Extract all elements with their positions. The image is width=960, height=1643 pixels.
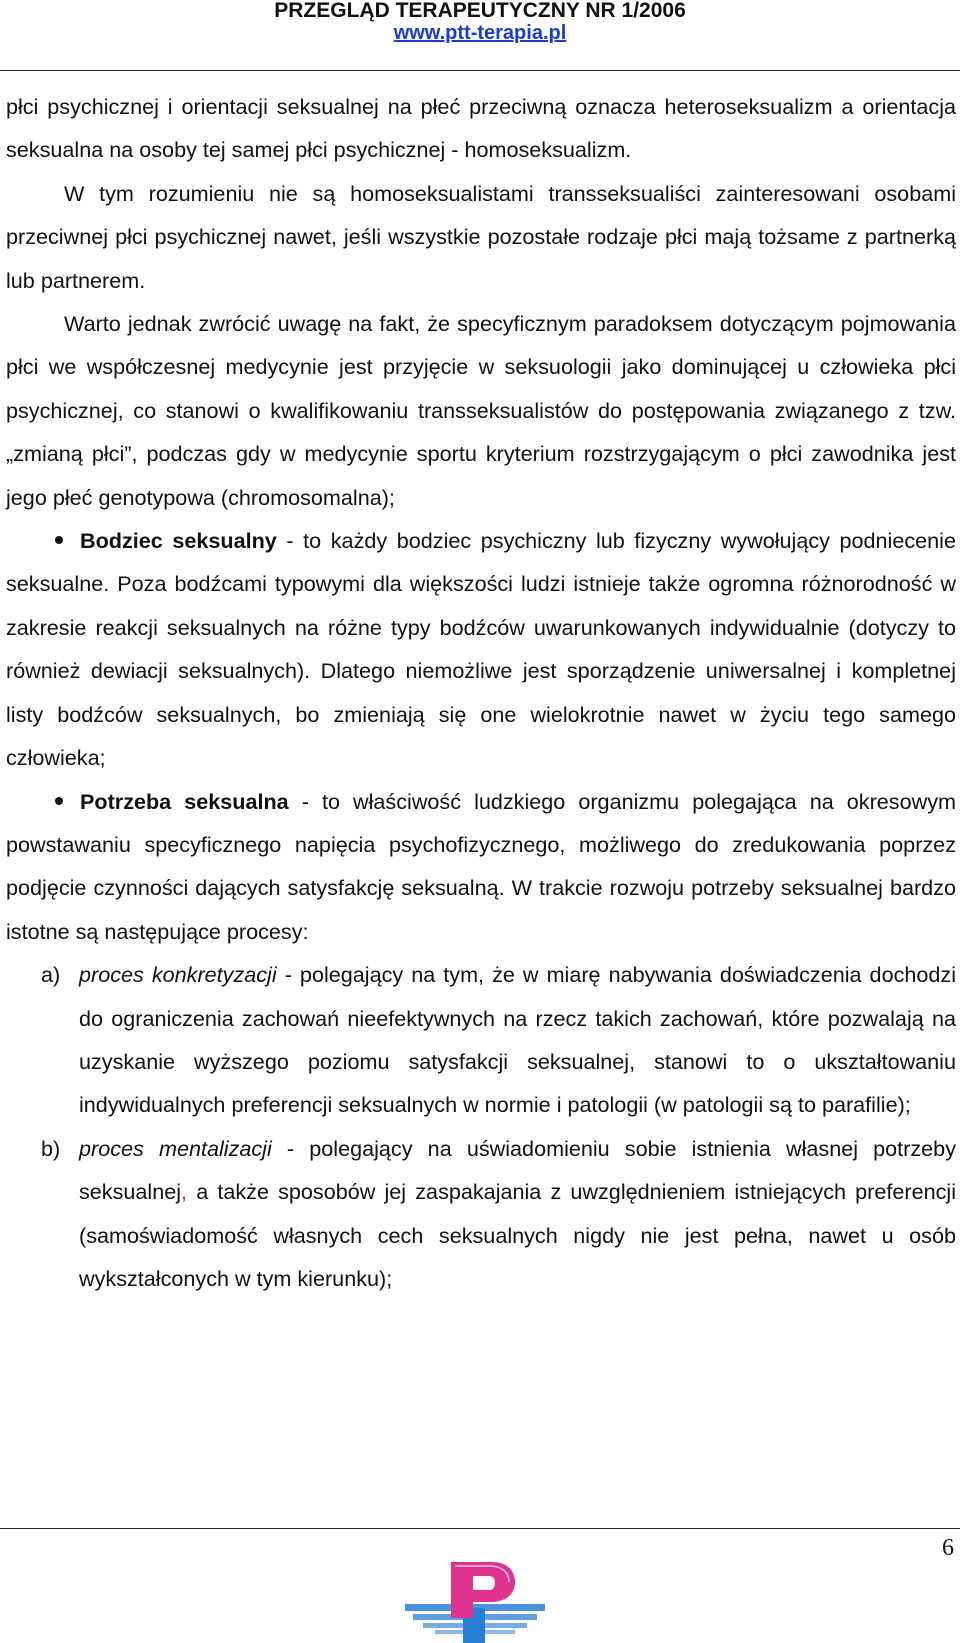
ptt-logo-icon <box>405 1560 545 1643</box>
list-term: proces konkretyzacji <box>79 962 277 988</box>
paragraph: Warto jednak zwrócić uwagę na fakt, że specyficznym paradoksem dotyczącym pojmowania płci we współczesnej medycynie jest przyjęcie w seksuologii jako dominującej u człowieka płci psychicznej, co stanowi o kwalifikowaniu transseksualistów do postępowania związanego z tzw. „zmianą płci”, podczas gdy w medycynie sportu kryterium rozstrzygającym o płci zawodnika jest jego płeć genotypowa (chromosomalna); <box>6 311 956 510</box>
bullet-icon <box>55 797 63 805</box>
page-header <box>0 0 960 43</box>
list-text: a także sposobów jej zaspakajania z uwzględnieniem istniejących preferencji (samoświadomość własnych cech seksualnych nigdy nie jest pełna, nawet u osób wykształconych w tym kierunku); <box>79 1179 956 1291</box>
list-item <box>6 1127 956 1301</box>
article-body <box>6 85 956 1300</box>
list-text: - polegający na uświadomieniu sobie istnienia własnej potrzeby seksualnej <box>79 1135 956 1205</box>
list-text: - polegający na tym, że w miarę nabywania doświadczenia dochodzi do ograniczenia zachowań nieefektywnych na rzecz takich zachowań, które pozwalają na uzyskanie wyższego poziomu satysfakcji seksualnej, stanowi to o ukształtowaniu indywidualnych preferencji seksualnych w normie i patologii (w patologii są to parafilie); <box>79 962 956 1118</box>
red-comma: , <box>181 1179 188 1205</box>
page-number: 6 <box>942 1535 954 1561</box>
bullet-icon <box>55 536 63 544</box>
bullet-item <box>6 519 956 779</box>
list-item <box>6 953 956 1127</box>
journal-title: PRZEGLĄD TERAPEUTYCZNY NR 1/2006 <box>274 0 686 22</box>
footer-divider <box>0 1528 960 1529</box>
paragraph: płci psychicznej i orientacji seksualnej na płeć przeciwną oznacza heteroseksualizm a orientacja seksualna na osoby tej samej płci psychicznej - homoseksualizm. <box>6 94 956 163</box>
header-divider <box>0 70 960 71</box>
list-marker: a) <box>41 962 61 988</box>
list-term: proces mentalizacji <box>79 1135 272 1161</box>
list-marker: b) <box>41 1135 61 1161</box>
bullet-item <box>6 780 956 954</box>
bullet-text: - to właściwość ludzkiego organizmu polegająca na okresowym powstawaniu specyficznego napięcia psychofizycznego, możliwego do zredukowania poprzez podjęcie czynności dających satysfakcję seksualną. W trakcie rozwoju potrzeby seksualnej bardzo istotne są następujące procesy: <box>6 788 956 944</box>
bullet-term: Potrzeba seksualna <box>80 788 289 814</box>
website-link[interactable]: www.ptt-terapia.pl <box>393 22 567 44</box>
bullet-text: - to każdy bodziec psychiczny lub fizyczny wywołujący podniecenie seksualne. Poza bodźcami typowymi dla większości ludzi istnieje także ogromna różnorodność w zakresie reakcji seksualnych na różne typy bodźców uwarunkowanych indywidualnie (dotyczy to również dewiacji seksualnych). Dlatego niemożliwe jest sporządzenie uniwersalnej i kompletnej listy bodźców seksualnych, bo zmieniają się one wielokrotnie nawet w życiu tego samego człowieka; <box>6 528 956 771</box>
paragraph: W tym rozumieniu nie są homoseksualistami transseksualiści zainteresowani osobami przeciwnej płci psychicznej nawet, jeśli wszystkie pozostałe rodzaje płci mają tożsame z partnerką lub partnerem. <box>6 180 956 293</box>
bullet-term: Bodziec seksualny <box>80 528 277 554</box>
